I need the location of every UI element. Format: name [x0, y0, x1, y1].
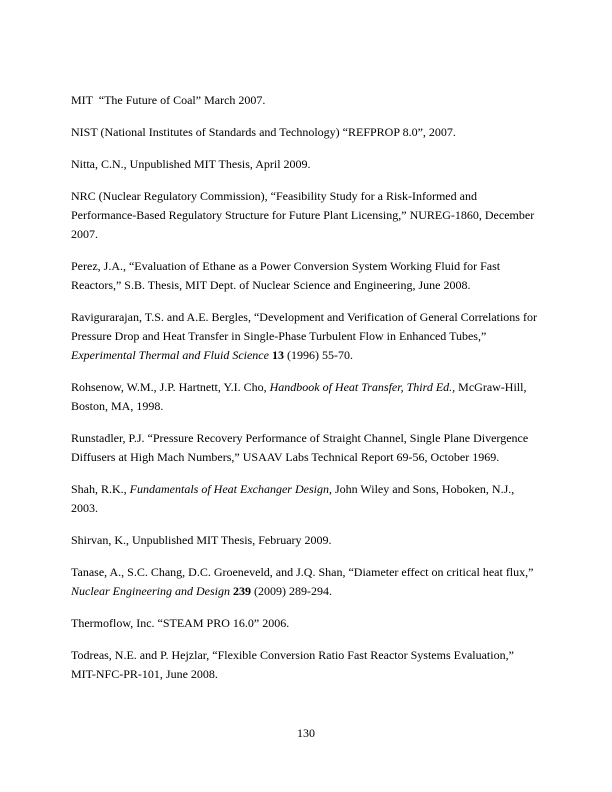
reference-entry [71, 378, 541, 416]
reference-entry [71, 480, 541, 518]
reference-text: Rohsenow, W.M., J.P. Hartnett, Y.I. Cho, [71, 380, 270, 394]
reference-title-italic: Nuclear Engineering and Design [71, 584, 230, 598]
reference-text: Thermoflow, Inc. “STEAM PRO 16.0” 2006. [71, 616, 290, 630]
reference-entry [71, 429, 541, 467]
reference-text: Shah, R.K., [71, 482, 130, 496]
page-number: 130 [297, 726, 315, 740]
reference-title-italic: Handbook of Heat Transfer, Third Ed., [269, 380, 456, 394]
reference-entry [71, 91, 541, 110]
reference-title-italic: Experimental Thermal and Fluid Science [71, 348, 269, 362]
reference-text: Tanase, A., S.C. Chang, D.C. Groeneveld, and J.Q. Shan, “Diameter effect on critical heat flux,” [71, 565, 537, 579]
references-list [71, 91, 541, 697]
reference-text: , John Wiley and Sons, Hoboken, N.J., 2003. [71, 482, 518, 515]
reference-text: Shirvan, K., Unpublished MIT Thesis, February 2009. [71, 533, 332, 547]
reference-volume-bold: 13 [271, 348, 284, 362]
reference-text: Perez, J.A., “Evaluation of Ethane as a Power Conversion System Working Fluid for Fast Reactors,” S.B. Thesis, MIT Dept. of Nuclear Science and Engineering, June 2008. [71, 259, 504, 292]
reference-text: NIST (National Institutes of Standards and Technology) “REFPROP 8.0”, 2007. [71, 125, 456, 139]
reference-text: McGraw-Hill, Boston, MA, 1998. [71, 380, 530, 413]
reference-text: Runstadler, P.J. “Pressure Recovery Performance of Straight Channel, Single Plane Divergence Diffusers at High Mach Numbers,” USAAV Labs Technical Report 69-56, October 1969. [71, 431, 532, 464]
reference-entry [71, 308, 541, 365]
reference-title-italic: Fundamentals of Heat Exchanger Design [129, 482, 329, 496]
reference-entry [71, 123, 541, 142]
reference-text: NRC (Nuclear Regulatory Commission), “Feasibility Study for a Risk-Informed and Performance-Based Regulatory Structure for Future Plant Licensing,” NUREG-1860, December 2007. [71, 189, 538, 241]
reference-entry [71, 563, 541, 601]
reference-text: Ravigurarajan, T.S. and A.E. Bergles, “Development and Verification of General Correlations for Pressure Drop and Heat Transfer in Single-Phase Turbulent Flow in Enhanced Tubes,” [71, 310, 540, 343]
reference-entry [71, 646, 541, 684]
reference-text: Todreas, N.E. and P. Hejzlar, “Flexible Conversion Ratio Fast Reactor Systems Evaluation,” MIT-NFC-PR-101, June 2008. [71, 648, 517, 681]
reference-text: Nitta, C.N., Unpublished MIT Thesis, April 2009. [71, 157, 311, 171]
reference-text: (1996) 55-70. [283, 348, 353, 362]
reference-text: (2009) 289-294. [250, 584, 332, 598]
reference-entry [71, 531, 541, 550]
reference-entry [71, 614, 541, 633]
reference-entry [71, 155, 541, 174]
reference-entry [71, 257, 541, 295]
reference-entry [71, 187, 541, 244]
reference-text: MIT “The Future of Coal” March 2007. [71, 93, 266, 107]
reference-volume-bold: 239 [232, 584, 251, 598]
